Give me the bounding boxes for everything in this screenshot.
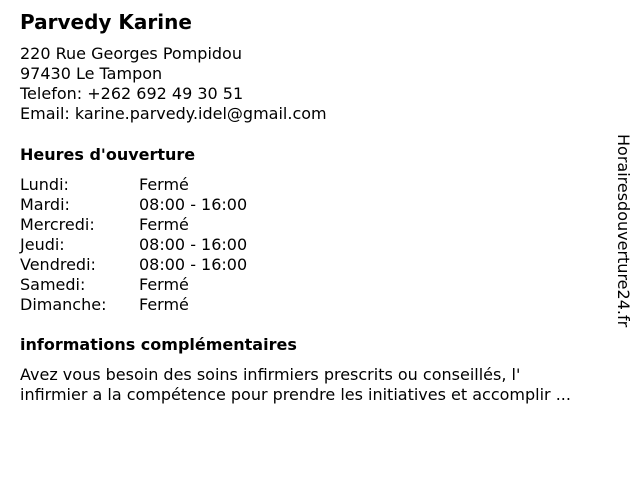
hours-value: Fermé (139, 175, 189, 194)
hours-row-sunday (20, 295, 320, 315)
contact-block (20, 44, 327, 124)
day-label: Mardi: (20, 195, 70, 214)
hours-value: 08:00 - 16:00 (139, 195, 248, 214)
hours-row-saturday (20, 275, 320, 295)
address-city: 97430 Le Tampon (20, 64, 163, 83)
day-label: Samedi: (20, 275, 86, 294)
day-label: Mercredi: (20, 215, 95, 234)
hours-value: Fermé (139, 215, 189, 234)
hours-value: 08:00 - 16:00 (139, 255, 248, 274)
day-label: Jeudi: (20, 235, 65, 254)
hours-row-wednesday (20, 215, 320, 235)
hours-value: Fermé (139, 295, 189, 314)
opening-hours-heading: Heures d'ouverture (20, 145, 196, 164)
email-address: Email: karine.parvedy.idel@gmail.com (20, 104, 327, 123)
address-street: 220 Rue Georges Pompidou (20, 44, 242, 63)
site-watermark: Horairesdouverture24.fr (614, 134, 633, 328)
additional-info-heading: informations complémentaires (20, 335, 297, 354)
day-label: Lundi: (20, 175, 69, 194)
hours-row-thursday (20, 235, 320, 255)
hours-row-tuesday (20, 195, 320, 215)
hours-value: 08:00 - 16:00 (139, 235, 248, 254)
hours-row-monday (20, 175, 320, 195)
hours-value: Fermé (139, 275, 189, 294)
phone-number: Telefon: +262 692 49 30 51 (20, 84, 244, 103)
description-line: Avez vous besoin des soins infirmiers prescrits ou conseillés, l' (20, 365, 521, 384)
day-label: Dimanche: (20, 295, 107, 314)
day-label: Vendredi: (20, 255, 96, 274)
opening-hours-table (20, 175, 320, 315)
business-name: Parvedy Karine (20, 10, 192, 34)
description-line: infirmier a la compétence pour prendre les initiatives et accomplir ... (20, 385, 571, 404)
hours-row-friday (20, 255, 320, 275)
additional-info-text (20, 365, 620, 405)
